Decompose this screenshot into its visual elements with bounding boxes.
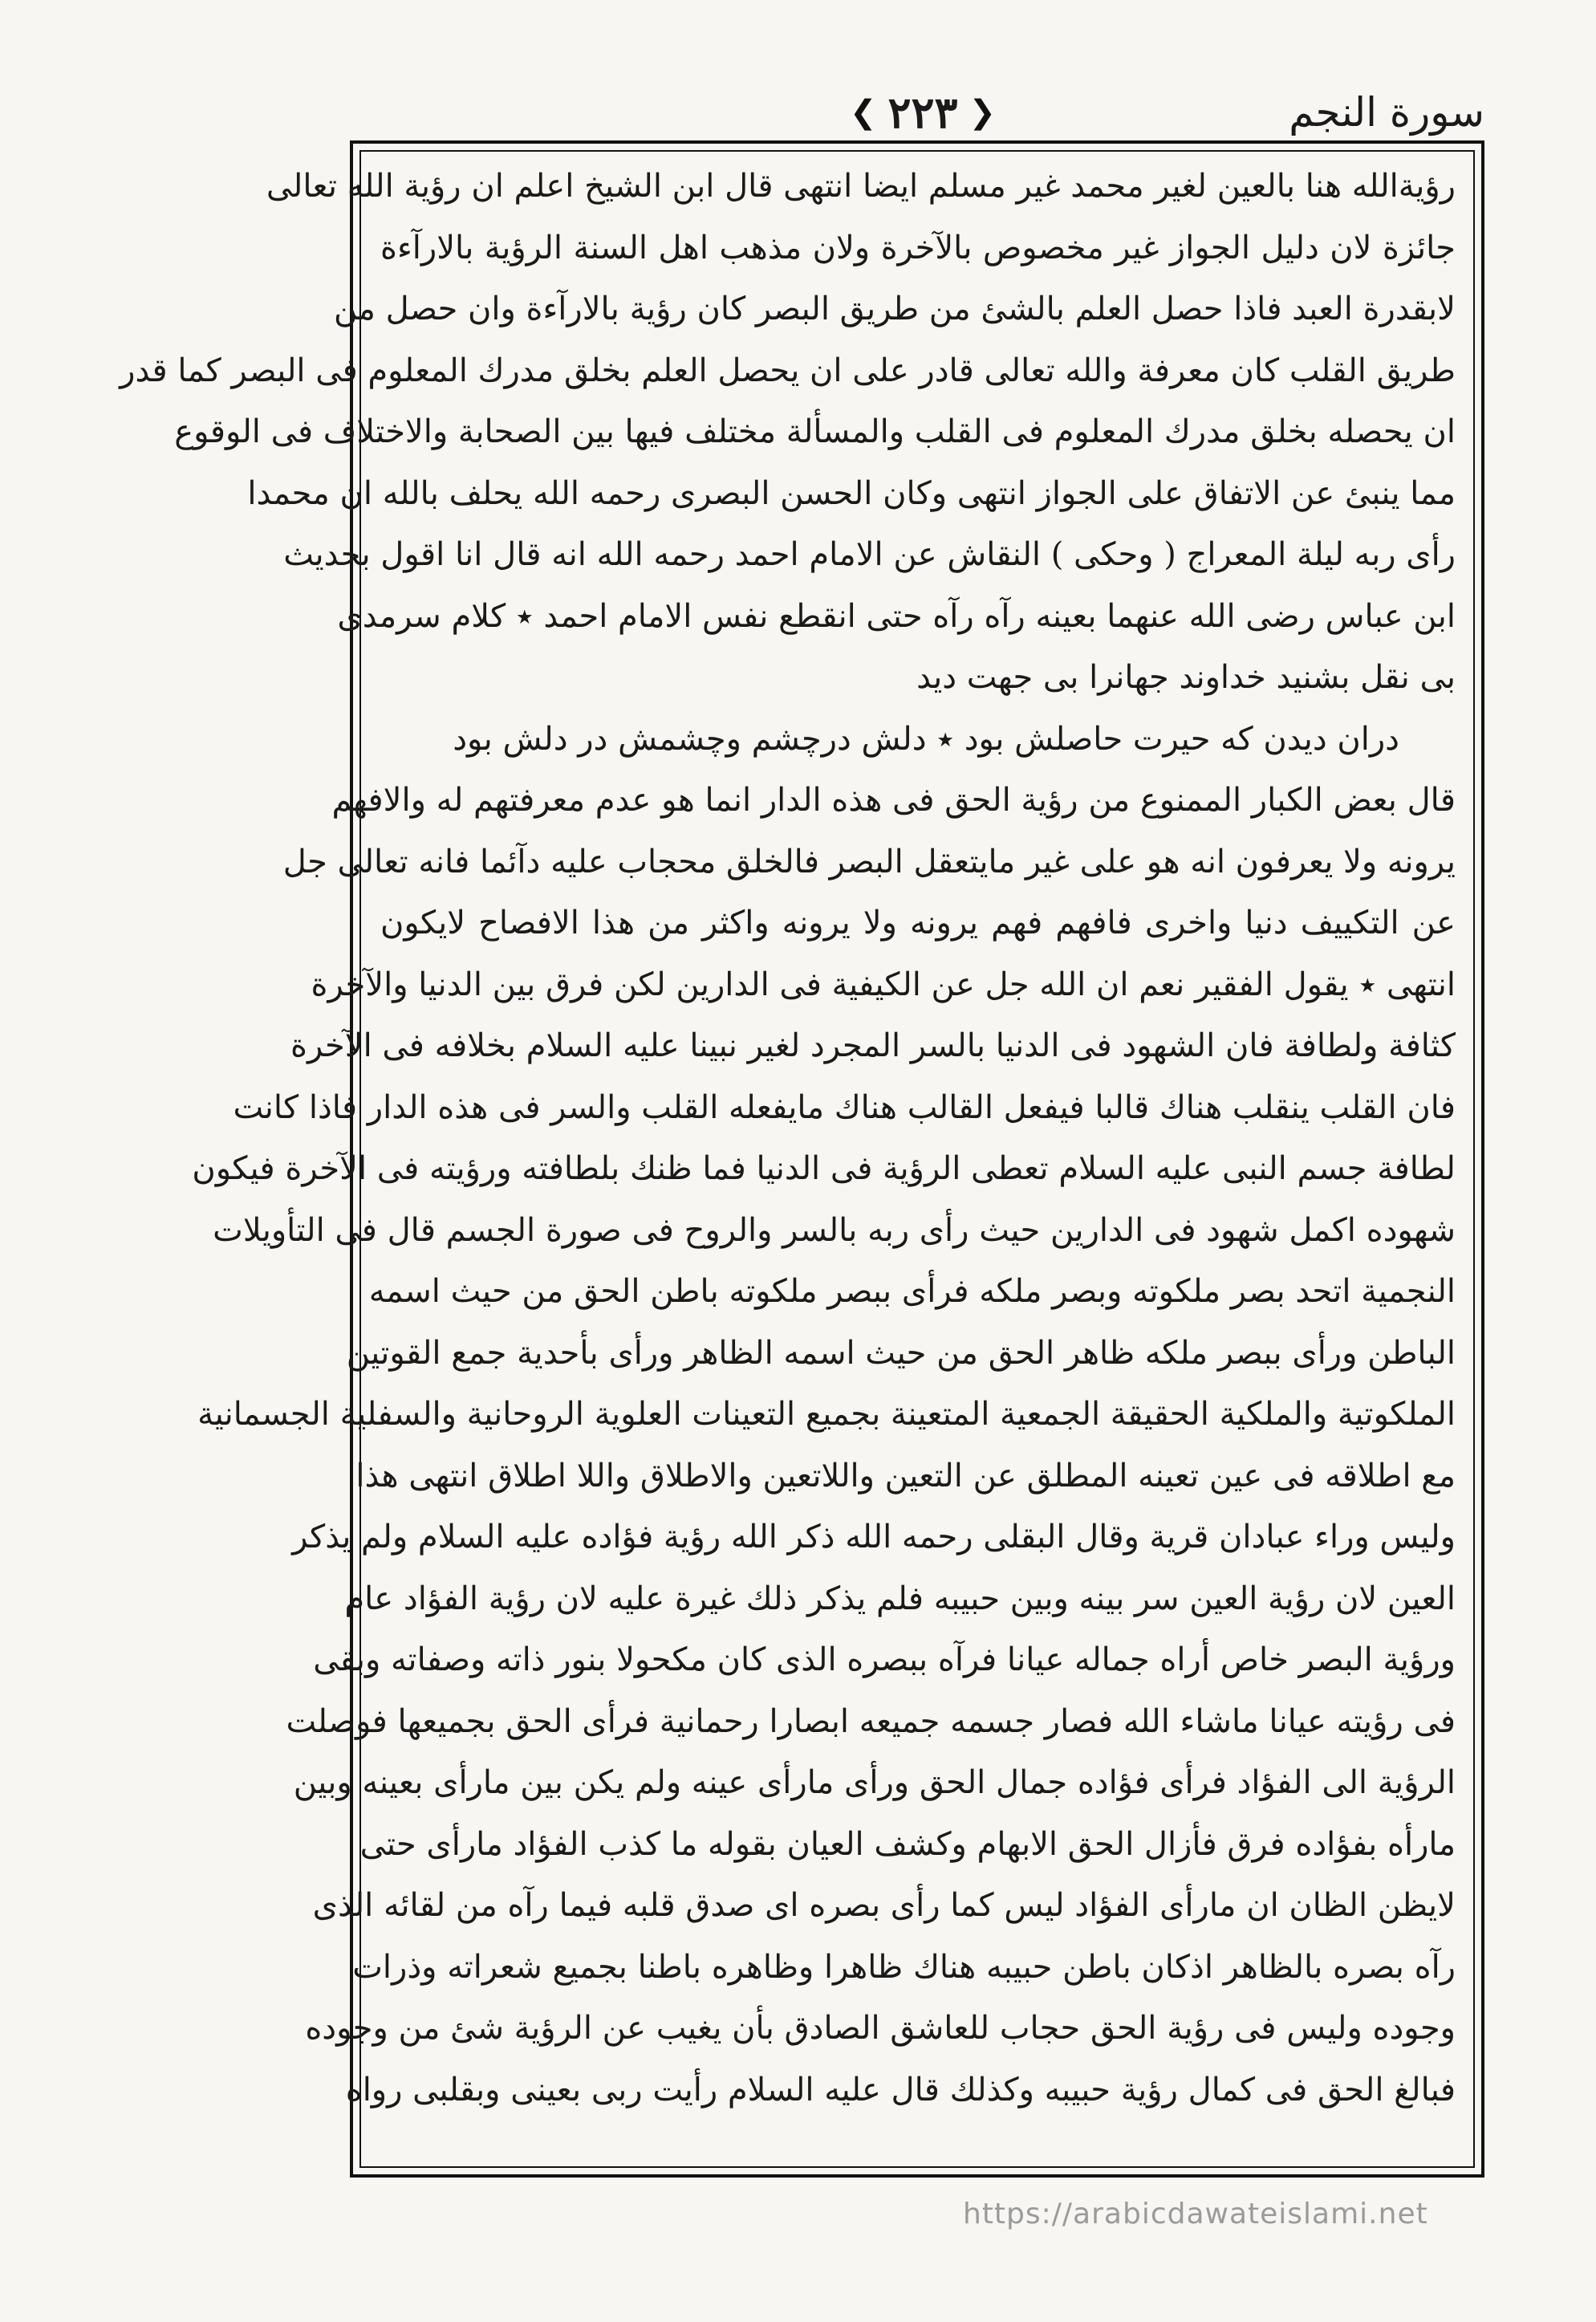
text-line: فبالغ الحق فى كمال رؤية حبيبه وكذلك قال عليه السلام رأيت ربى بعينى وبقلبى رواه [345,2071,1456,2109]
text-line: رؤيةالله هنا بالعين لغير محمد غير مسلم ايضا انتهى قال ابن الشيخ اعلم ان رؤية الله تعالى [266,168,1456,205]
text-line: مارأه بفؤاده فرق فأزال الحق الابهام وكشف العيان بقوله ما كذب الفؤاد مارأى حتى [359,1825,1456,1863]
text-line: طريق القلب كان معرفة والله تعالى قادر على ان يحصل العلم بخلق مدرك المعلوم فى البصر كما قدر [120,352,1456,389]
text-line: وجوده وليس فى رؤية الحق حجاب للعاشق الصادق بأن يغيب عن الرؤية شئ من وجوده [305,2010,1456,2047]
text-line: الملكوتية والملكية الحقيقة الجمعية المتعينة بجميع التعينات العلوية الروحانية والسفلية الجسمانية [197,1396,1456,1433]
page-header [353,80,1484,144]
text-line: ان يحصله بخلق مدرك المعلوم فى القلب والمسألة مختلف فيها بين الصحابة والاختلاف فى الوقوع [174,413,1456,450]
text-line: الباطن ورأى ببصر ملكه ظاهر الحق من حيث اسمه الظاهر ورأى بأحدية جمع القوتين [346,1334,1456,1372]
text-line: النجمية اتحد بصر ملكوته وبصر ملكه فرأى ببصر ملكوته باطن الحق من حيث اسمه [368,1273,1456,1310]
watermark-url: https://arabicdawateislami.net [963,2198,1428,2231]
surah-title: سورة النجم [1289,89,1484,136]
text-line: رأى ربه ليلة المعراج ( وحكى ) النقاش عن الامام احمد رحمه الله انه قال انا اقول بحديث [283,536,1456,573]
text-line: كثافة ولطافة فان الشهود فى الدنيا بالسر المجرد لغير نبينا عليه السلام بخلافه فى الآخرة [290,1027,1456,1064]
text-line: يرونه ولا يعرفون انه هو على غير مايتعقل البصر فالخلق محجاب عليه دآئما فانه تعالى جل [282,843,1456,880]
text-line: عن التكييف دنيا واخرى فافهم فهم يرونه ولا يرونه واكثر من هذا الافصاح لايكون [380,905,1456,941]
text-line: لابقدرة العبد فاذا حصل العلم بالشئ من طريق البصر كان رؤية بالارآءة وان حصل من [334,291,1456,327]
text-line: ابن عباس رضى الله عنهما بعينه رآه رآه حتى انقطع نفس الامام احمد ٭ كلام سرمدى [337,597,1456,635]
text-line: بى نقل بشنيد خداوند جهانرا بى جهت ديد [916,659,1456,696]
text-line: ورؤية البصر خاص أراه جماله عيانا فرآه ببصره الذى كان مكحولا بنور ذاته وصفاته وبقى [313,1641,1456,1678]
text-line: جائزة لان دليل الجواز غير مخصوص بالآخرة ولان مذهب اهل السنة الرؤية بالارآءة [380,229,1456,266]
text-line: فان القلب ينقلب هناك قالبا فيفعل القالب هناك مايفعله القلب والسر فى هذه الدار فاذا كانت [233,1088,1456,1126]
text-line: الرؤية الى الفؤاد فرأى فؤاده جمال الحق ورأى مارأى عينه ولم يكن بين مارأى بعينه وبين [293,1764,1456,1801]
text-line: مما ينبئ عن الاتفاق على الجواز انتهى وكان الحسن البصرى رحمه الله يحلف بالله ان محمدا [247,474,1456,512]
page-number: ٢٢٣ [887,87,958,138]
text-line: فى رؤيته عيانا ماشاء الله فصار جسمه جميعه ابصارا رحمانية فرأى الحق بجميعها فوصلت [286,1702,1456,1740]
text-line: مع اطلاقه فى عين تعينه المطلق عن التعين واللاتعين والاطلاق واللا اطلاق انتهى هذا [355,1457,1456,1494]
text-line: وليس وراء عبادان قرية وقال البقلى رحمه الله ذكر الله رؤية فؤاده عليه السلام ولم يذكر [292,1519,1456,1555]
text-line: انتهى ٭ يقول الفقير نعم ان الله جل عن الكيفية فى الدارين لكن فرق بين الدنيا والآخرة [311,966,1456,1003]
text-body [120,156,1456,2121]
text-line: رآه بصره بالظاهر اذكان باطن حبيبه هناك ظاهرا وظاهره باطنا بجميع شعراته وذرات [352,1948,1456,1986]
text-line: العين لان رؤية العين سر بينه وبين حبيبه فلم يذكر ذلك غيرة عليه لان رؤية الفؤاد عام [344,1580,1456,1617]
text-line: لطافة جسم النبى عليه السلام تعطى الرؤية فى الدنيا فما ظنك بلطافته ورؤيته فى الآخرة فيكون [192,1150,1456,1187]
ornament-right-icon: ❯ [969,94,997,131]
verse-line: دران ديدن كه حيرت حاصلش بود ٭ دلش درچشم وچشمش در دلش بود [453,720,1399,758]
text-line: شهوده اكمل شهود فى الدارين حيث رأى ربه بالسر والروح فى صورة الجسم قال فى التأويلات [213,1211,1456,1249]
ornament-left-icon: ❮ [849,94,877,131]
text-line: قال بعض الكبار الممنوع من رؤية الحق فى هذه الدار انما هو عدم معرفتهم له والافهم [331,782,1456,819]
page-number-block [802,80,1043,144]
text-line: لايظن الظان ان مارأى الفؤاد ليس كما رأى بصره اى صدق قلبه فيما رآه من لقائه الذى [312,1887,1456,1924]
